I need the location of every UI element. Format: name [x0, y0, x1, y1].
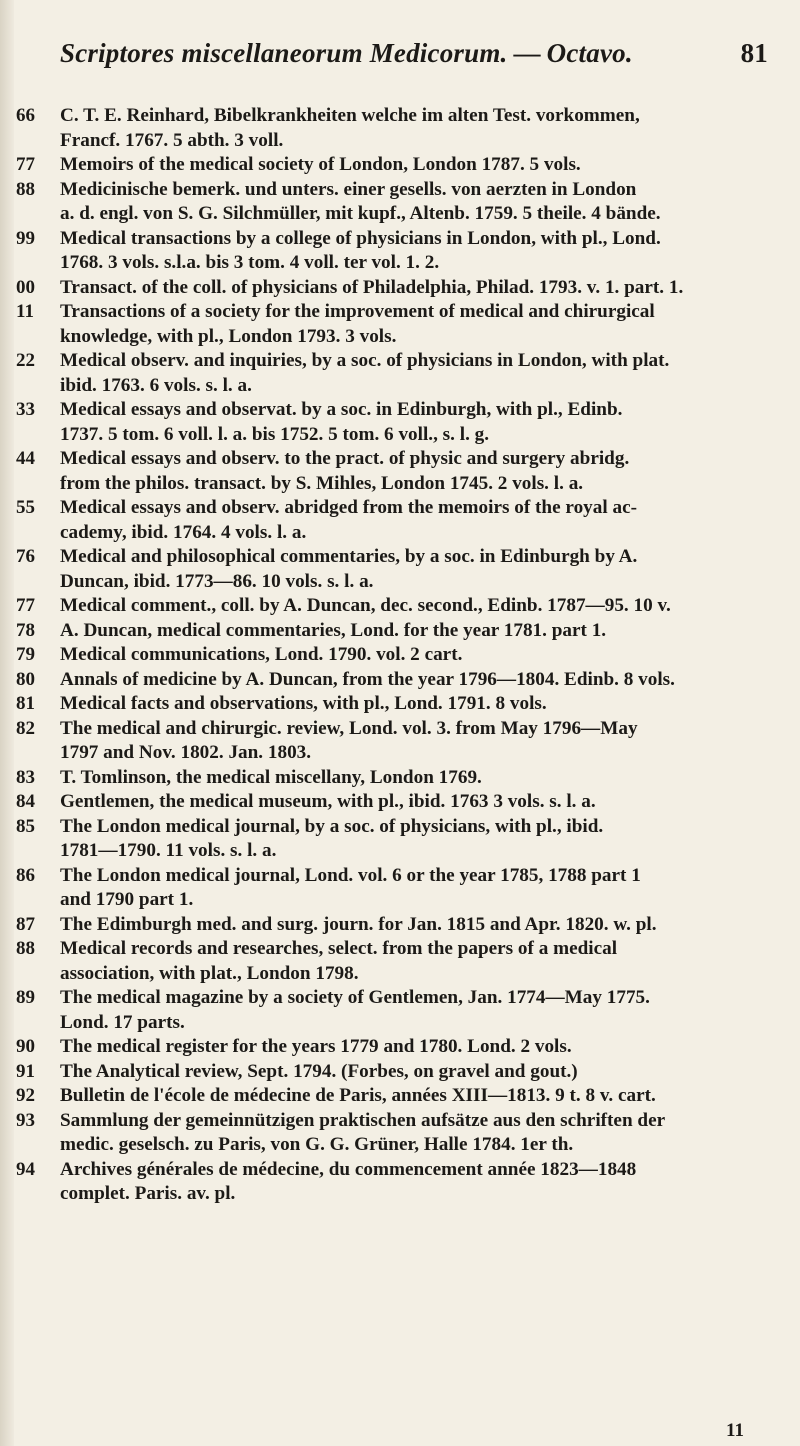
catalogue-entry [0, 276, 800, 301]
entry-text: Medical observ. and inquiries, by a soc. of physicians in London, with plat. [60, 350, 670, 371]
entry-text: Gentlemen, the medical museum, with pl., ibid. 1763 3 vols. s. l. a. [60, 791, 596, 812]
entry-number: 66 [16, 105, 35, 126]
catalogue-entries [0, 104, 800, 1207]
entry-text: The London medical journal, Lond. vol. 6 or the year 1785, 1788 part 1 [60, 864, 641, 886]
entry-number: 77 [16, 154, 35, 175]
entry-text: The London medical journal, by a soc. of physicians, with pl., ibid. [60, 815, 604, 837]
entry-text-continuation: association, with plat., London 1798. [60, 962, 359, 984]
entry-text: Transactions of a society for the improvement of medical and chirurgical [60, 301, 655, 322]
entry-number: 87 [16, 913, 35, 935]
entry-number: 93 [16, 1109, 35, 1131]
entry-text-continuation: and 1790 part 1. [60, 889, 194, 910]
header-dash: — [513, 38, 541, 68]
catalogue-entry [0, 545, 800, 594]
entry-number: 83 [16, 766, 35, 788]
entry-text-continuation: complet. Paris. av. pl. [60, 1183, 236, 1204]
entry-number: 88 [16, 938, 35, 959]
entry-text: A. Duncan, medical commentaries, Lond. for the year 1781. part 1. [60, 619, 607, 641]
catalogue-entry [0, 153, 800, 178]
catalogue-entry [0, 447, 800, 496]
entry-text: The Analytical review, Sept. 1794. (Forbes, on gravel and gout.) [60, 1060, 578, 1082]
entry-text-continuation: 1768. 3 vols. s.l.a. bis 3 tom. 4 voll. ter vol. 1. 2. [60, 252, 440, 273]
entry-text: Medical comment., coll. by A. Duncan, dec. second., Edinb. 1787—95. 10 v. [60, 595, 671, 616]
entry-number: 11 [16, 301, 34, 322]
entry-number: 90 [16, 1036, 35, 1057]
catalogue-entry [0, 986, 800, 1035]
entry-text: Medical transactions by a college of physicians in London, with pl., Lond. [60, 227, 661, 249]
entry-text-continuation: Duncan, ibid. 1773—86. 10 vols. s. l. a. [60, 570, 374, 592]
entry-text-continuation: Francf. 1767. 5 abth. 3 voll. [60, 129, 284, 151]
catalogue-entry [0, 300, 800, 349]
catalogue-entry [0, 864, 800, 913]
catalogue-entry [0, 937, 800, 986]
entry-text: Medical communications, Lond. 1790. vol. 2 cart. [60, 644, 463, 665]
entry-number: 78 [16, 619, 35, 641]
entry-number: 99 [16, 227, 35, 249]
entry-text: Medical and philosophical commentaries, by a soc. in Edinburgh by A. [60, 546, 638, 567]
catalogue-entry [0, 619, 800, 644]
catalogue-entry [0, 668, 800, 693]
entry-number: 94 [16, 1158, 35, 1180]
catalogue-entry [0, 1158, 800, 1207]
entry-text: Medical records and researches, select. from the papers of a medical [60, 938, 618, 959]
entry-number: 44 [16, 448, 35, 469]
entry-number: 55 [16, 497, 35, 518]
entry-text: Sammlung der gemeinnützigen praktischen aufsätze aus den schriften der [60, 1109, 666, 1131]
catalogue-entry [0, 790, 800, 815]
entry-number: 22 [16, 350, 35, 371]
catalogue-entry [0, 178, 800, 227]
entry-text-continuation: from the philos. transact. by S. Mihles, London 1745. 2 vols. l. a. [60, 472, 584, 494]
entry-text: The medical and chirurgic. review, Lond. vol. 3. from May 1796—May [60, 717, 638, 739]
entry-text: T. Tomlinson, the medical miscellany, London 1769. [60, 766, 482, 788]
catalogue-entry [0, 227, 800, 276]
catalogue-entry [0, 398, 800, 447]
signature-mark: 11 [726, 1420, 744, 1441]
entry-number: 91 [16, 1060, 35, 1082]
catalogue-entry [0, 717, 800, 766]
entry-number: 80 [16, 668, 35, 690]
catalogue-entry [0, 349, 800, 398]
entry-number: 89 [16, 987, 35, 1008]
entry-text-continuation: knowledge, with pl., London 1793. 3 vols. [60, 325, 397, 347]
entry-text-continuation: cademy, ibid. 1764. 4 vols. l. a. [60, 521, 307, 543]
catalogue-entry [0, 1060, 800, 1085]
entry-text: The Edimburgh med. and surg. journ. for Jan. 1815 and Apr. 1820. w. pl. [60, 913, 657, 935]
entry-number: 33 [16, 399, 35, 420]
entry-number: 86 [16, 864, 35, 886]
entry-text: The medical magazine by a society of Gentlemen, Jan. 1774—May 1775. [60, 987, 650, 1008]
catalogue-entry [0, 913, 800, 938]
catalogue-entry [0, 815, 800, 864]
entry-text: Medical essays and observat. by a soc. in Edinburgh, with pl., Edinb. [60, 399, 623, 420]
catalogue-entry [0, 496, 800, 545]
catalogue-entry [0, 1109, 800, 1158]
entry-number: 76 [16, 546, 35, 567]
entry-text-continuation: 1781—1790. 11 vols. s. l. a. [60, 840, 277, 861]
entry-number: 79 [16, 644, 35, 665]
catalogue-entry [0, 1084, 800, 1109]
entry-text: Annals of medicine by A. Duncan, from the year 1796—1804. Edinb. 8 vols. [60, 668, 675, 690]
catalogue-entry [0, 643, 800, 668]
entry-text: The medical register for the years 1779 and 1780. Lond. 2 vols. [60, 1036, 572, 1057]
page-number: 81 [740, 38, 768, 68]
entry-number: 84 [16, 791, 35, 812]
catalogue-entry [0, 104, 800, 153]
entry-text-continuation: a. d. engl. von S. G. Silchmüller, mit kupf., Altenb. 1759. 5 theile. 4 bände. [60, 203, 661, 224]
entry-text: Medical essays and observ. to the pract. of physic and surgery abridg. [60, 448, 630, 469]
entry-text: Memoirs of the medical society of London, London 1787. 5 vols. [60, 154, 581, 175]
entry-text-continuation: 1797 and Nov. 1802. Jan. 1803. [60, 742, 312, 763]
entry-number: 77 [16, 595, 35, 616]
entry-text: Bulletin de l'école de médecine de Paris, années XIII—1813. 9 t. 8 v. cart. [60, 1085, 656, 1106]
entry-number: 00 [16, 276, 35, 298]
catalogue-entry [0, 1035, 800, 1060]
catalogue-entry [0, 692, 800, 717]
entry-text: Archives générales de médecine, du commencement année 1823—1848 [60, 1158, 637, 1180]
entry-text: Medicinische bemerk. und unters. einer gesells. von aerzten in London [60, 178, 637, 200]
entry-text-continuation: medic. geselsch. zu Paris, von G. G. Grüner, Halle 1784. 1er th. [60, 1134, 574, 1155]
catalogue-entry [0, 766, 800, 791]
header-title: Scriptores miscellaneorum Medicorum. [60, 38, 508, 68]
entry-text: Medical essays and observ. abridged from the memoirs of the royal ac- [60, 497, 637, 518]
entry-number: 81 [16, 693, 35, 714]
catalogue-entry [0, 594, 800, 619]
entry-number: 92 [16, 1085, 35, 1106]
entry-text-continuation: ibid. 1763. 6 vols. s. l. a. [60, 374, 252, 396]
entry-text: C. T. E. Reinhard, Bibelkrankheiten welche im alten Test. vorkommen, [60, 105, 640, 126]
entry-text: Medical facts and observations, with pl., Lond. 1791. 8 vols. [60, 693, 547, 714]
entry-number: 82 [16, 717, 35, 739]
entry-text-continuation: Lond. 17 parts. [60, 1011, 185, 1033]
running-header [60, 38, 780, 78]
entry-text: Transact. of the coll. of physicians of Philadelphia, Philad. 1793. v. 1. part. 1. [60, 276, 684, 298]
entry-text-continuation: 1737. 5 tom. 6 voll. l. a. bis 1752. 5 tom. 6 voll., s. l. g. [60, 423, 490, 445]
entry-number: 88 [16, 178, 35, 200]
entry-number: 85 [16, 815, 35, 837]
header-subtitle: Octavo. [546, 38, 633, 68]
